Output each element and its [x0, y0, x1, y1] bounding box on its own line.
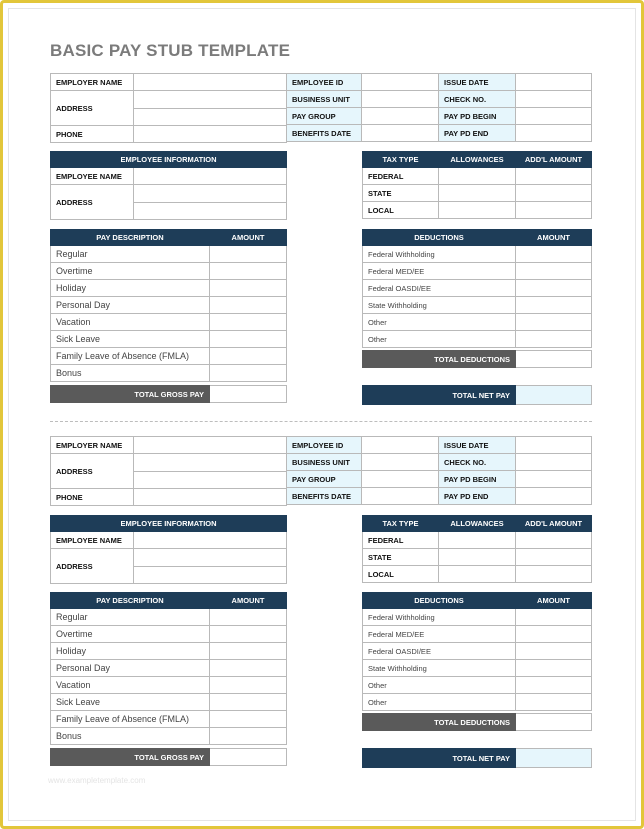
total-deductions-field[interactable]: [516, 351, 592, 368]
pay-description-header: PAY DESCRIPTION: [51, 230, 210, 246]
employer-name-label: EMPLOYER NAME: [51, 74, 134, 91]
check-no-label: CHECK NO.: [439, 91, 516, 108]
addl-amount-header: ADD'L AMOUNT: [516, 152, 592, 168]
employee-name-field[interactable]: [134, 168, 287, 185]
employee-id-label: EMPLOYEE ID: [287, 74, 362, 91]
tax-type-header: TAX TYPE: [363, 152, 439, 168]
deduction-row-label: Federal Withholding: [363, 246, 516, 263]
state-addl-field[interactable]: [516, 185, 592, 202]
pay-row-label: Family Leave of Absence (FMLA): [51, 348, 210, 365]
pay-pd-begin-field[interactable]: [516, 108, 592, 125]
benefits-date-field[interactable]: [362, 125, 439, 142]
employer-table: [50, 436, 287, 506]
pay-row-label: Overtime: [51, 626, 210, 643]
employee-address-field-1[interactable]: [134, 549, 287, 567]
tax-table: [362, 151, 592, 219]
deduction-amount-field[interactable]: [516, 314, 592, 331]
local-addl-field[interactable]: [516, 202, 592, 219]
total-deductions-field[interactable]: [516, 714, 592, 731]
pay-row-label: Holiday: [51, 280, 210, 297]
total-deductions-table: [362, 713, 592, 731]
deduction-amount-field[interactable]: [516, 643, 592, 660]
employer-address-label: ADDRESS: [51, 454, 134, 489]
tax-row-local: LOCAL: [363, 202, 439, 219]
benefits-date-label: BENEFITS DATE: [287, 488, 362, 505]
benefits-date-field[interactable]: [362, 488, 439, 505]
issue-date-field[interactable]: [516, 74, 592, 91]
pay-pd-end-label: PAY PD END: [439, 488, 516, 505]
pay-amount-header: AMOUNT: [210, 230, 287, 246]
deduction-amount-field[interactable]: [516, 246, 592, 263]
total-gross-pay-label: TOTAL GROSS PAY: [51, 749, 210, 766]
employee-name-field[interactable]: [134, 532, 287, 549]
pay-amount-field[interactable]: [210, 643, 287, 660]
tax-row-state: STATE: [363, 185, 439, 202]
issue-date-field[interactable]: [516, 437, 592, 454]
pay-amount-field[interactable]: [210, 677, 287, 694]
pay-amount-field[interactable]: [210, 711, 287, 728]
gross-pay-table: [50, 748, 287, 766]
deductions-header: DEDUCTIONS: [363, 593, 516, 609]
pay-pd-end-field[interactable]: [516, 488, 592, 505]
employee-name-label: EMPLOYEE NAME: [51, 532, 134, 549]
pay-amount-field[interactable]: [210, 297, 287, 314]
check-no-field[interactable]: [516, 91, 592, 108]
pay-amount-field[interactable]: [210, 280, 287, 297]
pay-row-label: Vacation: [51, 314, 210, 331]
employee-information-header: EMPLOYEE INFORMATION: [51, 516, 287, 532]
federal-allowances-field[interactable]: [439, 532, 516, 549]
deductions-header: DEDUCTIONS: [363, 230, 516, 246]
total-net-pay-field[interactable]: [516, 386, 592, 405]
pay-row-label: Personal Day: [51, 297, 210, 314]
deduction-row-label: State Withholding: [363, 660, 516, 677]
deductions-amount-header: AMOUNT: [516, 230, 592, 246]
pay-row-label: Overtime: [51, 263, 210, 280]
pay-pd-end-field[interactable]: [516, 125, 592, 142]
issue-date-label: ISSUE DATE: [439, 74, 516, 91]
employee-name-label: EMPLOYEE NAME: [51, 168, 134, 185]
tax-row-state: STATE: [363, 549, 439, 566]
pay-amount-field[interactable]: [210, 246, 287, 263]
pay-description-table: [50, 592, 287, 745]
deduction-row-label: Federal MED/EE: [363, 263, 516, 280]
deduction-amount-field[interactable]: [516, 677, 592, 694]
pay-amount-field[interactable]: [210, 331, 287, 348]
deduction-row-label: Other: [363, 677, 516, 694]
employee-id-table: [286, 436, 439, 505]
total-gross-pay-field[interactable]: [210, 386, 287, 403]
employee-id-field[interactable]: [362, 74, 439, 91]
employee-id-field[interactable]: [362, 437, 439, 454]
page-title: BASIC PAY STUB TEMPLATE: [50, 41, 291, 60]
state-allowances-field[interactable]: [439, 549, 516, 566]
pay-group-field[interactable]: [362, 108, 439, 125]
employee-id-label: EMPLOYEE ID: [287, 437, 362, 454]
deduction-amount-field[interactable]: [516, 263, 592, 280]
employer-name-label: EMPLOYER NAME: [51, 437, 134, 454]
business-unit-field[interactable]: [362, 454, 439, 471]
pay-amount-field[interactable]: [210, 626, 287, 643]
state-addl-field[interactable]: [516, 549, 592, 566]
total-deductions-label: TOTAL DEDUCTIONS: [363, 714, 516, 731]
allowances-header: ALLOWANCES: [439, 152, 516, 168]
employer-phone-field[interactable]: [134, 489, 287, 506]
pay-amount-field[interactable]: [210, 609, 287, 626]
watermark-text: www.exampletemplate.com: [48, 776, 146, 785]
employer-name-field[interactable]: [134, 437, 287, 454]
pay-pd-begin-label: PAY PD BEGIN: [439, 471, 516, 488]
deduction-row-label: Other: [363, 694, 516, 711]
pay-group-label: PAY GROUP: [287, 471, 362, 488]
employee-address-label: ADDRESS: [51, 549, 134, 584]
pay-row-label: Regular: [51, 609, 210, 626]
addl-amount-header: ADD'L AMOUNT: [516, 516, 592, 532]
deduction-row-label: Federal MED/EE: [363, 626, 516, 643]
deduction-row-label: Other: [363, 314, 516, 331]
deduction-row-label: Federal Withholding: [363, 609, 516, 626]
employer-address-field-2[interactable]: [134, 471, 287, 489]
pay-amount-field[interactable]: [210, 694, 287, 711]
benefits-date-label: BENEFITS DATE: [287, 125, 362, 142]
tax-row-federal: FEDERAL: [363, 532, 439, 549]
deduction-amount-field[interactable]: [516, 694, 592, 711]
tax-row-federal: FEDERAL: [363, 168, 439, 185]
total-gross-pay-field[interactable]: [210, 749, 287, 766]
net-pay-table: [362, 385, 592, 405]
federal-addl-field[interactable]: [516, 532, 592, 549]
employee-information-header: EMPLOYEE INFORMATION: [51, 152, 287, 168]
local-addl-field[interactable]: [516, 566, 592, 583]
deduction-row-label: Federal OASDI/EE: [363, 280, 516, 297]
check-no-label: CHECK NO.: [439, 454, 516, 471]
deductions-amount-header: AMOUNT: [516, 593, 592, 609]
state-allowances-field[interactable]: [439, 185, 516, 202]
federal-addl-field[interactable]: [516, 168, 592, 185]
employer-phone-field[interactable]: [134, 126, 287, 143]
allowances-header: ALLOWANCES: [439, 516, 516, 532]
employer-address-field-1[interactable]: [134, 454, 287, 472]
pay-row-label: Holiday: [51, 643, 210, 660]
cut-line-divider: [50, 421, 592, 422]
gross-pay-table: [50, 385, 287, 403]
employee-address-field-2[interactable]: [134, 202, 287, 220]
net-pay-table: [362, 748, 592, 768]
employer-name-field[interactable]: [134, 74, 287, 91]
pay-description-table: [50, 229, 287, 382]
total-net-pay-label: TOTAL NET PAY: [363, 749, 516, 768]
pay-group-field[interactable]: [362, 471, 439, 488]
pay-amount-field[interactable]: [210, 314, 287, 331]
local-allowances-field[interactable]: [439, 566, 516, 583]
deduction-amount-field[interactable]: [516, 626, 592, 643]
pay-row-label: Sick Leave: [51, 331, 210, 348]
issue-date-label: ISSUE DATE: [439, 437, 516, 454]
pay-row-label: Personal Day: [51, 660, 210, 677]
employee-address-label: ADDRESS: [51, 185, 134, 220]
pay-pd-end-label: PAY PD END: [439, 125, 516, 142]
pay-row-label: Vacation: [51, 677, 210, 694]
employer-address-field-1[interactable]: [134, 91, 287, 109]
total-net-pay-field[interactable]: [516, 749, 592, 768]
pay-amount-field[interactable]: [210, 348, 287, 365]
pay-description-header: PAY DESCRIPTION: [51, 593, 210, 609]
deduction-row-label: State Withholding: [363, 297, 516, 314]
pay-amount-header: AMOUNT: [210, 593, 287, 609]
pay-amount-field[interactable]: [210, 660, 287, 677]
pay-group-label: PAY GROUP: [287, 108, 362, 125]
business-unit-label: BUSINESS UNIT: [287, 91, 362, 108]
pay-row-label: Bonus: [51, 365, 210, 382]
employer-phone-label: PHONE: [51, 126, 134, 143]
pay-row-label: Bonus: [51, 728, 210, 745]
pay-pd-begin-label: PAY PD BEGIN: [439, 108, 516, 125]
issue-table: [438, 436, 592, 505]
deductions-table: [362, 592, 592, 711]
tax-type-header: TAX TYPE: [363, 516, 439, 532]
employee-address-field-2[interactable]: [134, 566, 287, 584]
local-allowances-field[interactable]: [439, 202, 516, 219]
employer-address-label: ADDRESS: [51, 91, 134, 126]
pay-row-label: Family Leave of Absence (FMLA): [51, 711, 210, 728]
business-unit-label: BUSINESS UNIT: [287, 454, 362, 471]
total-deductions-label: TOTAL DEDUCTIONS: [363, 351, 516, 368]
total-gross-pay-label: TOTAL GROSS PAY: [51, 386, 210, 403]
pay-pd-begin-field[interactable]: [516, 471, 592, 488]
deduction-amount-field[interactable]: [516, 280, 592, 297]
total-deductions-table: [362, 350, 592, 368]
check-no-field[interactable]: [516, 454, 592, 471]
pay-amount-field[interactable]: [210, 263, 287, 280]
deduction-amount-field[interactable]: [516, 609, 592, 626]
pay-row-label: Regular: [51, 246, 210, 263]
deductions-table: [362, 229, 592, 348]
employee-id-table: [286, 73, 439, 142]
business-unit-field[interactable]: [362, 91, 439, 108]
federal-allowances-field[interactable]: [439, 168, 516, 185]
pay-amount-field[interactable]: [210, 728, 287, 745]
issue-table: [438, 73, 592, 142]
pay-row-label: Sick Leave: [51, 694, 210, 711]
employer-phone-label: PHONE: [51, 489, 134, 506]
tax-row-local: LOCAL: [363, 566, 439, 583]
deduction-row-label: Federal OASDI/EE: [363, 643, 516, 660]
deduction-amount-field[interactable]: [516, 297, 592, 314]
tax-table: [362, 515, 592, 583]
pay-amount-field[interactable]: [210, 365, 287, 382]
deduction-amount-field[interactable]: [516, 331, 592, 348]
deduction-row-label: Other: [363, 331, 516, 348]
employee-address-field-1[interactable]: [134, 185, 287, 203]
employee-information-table: [50, 151, 287, 220]
total-net-pay-label: TOTAL NET PAY: [363, 386, 516, 405]
employee-information-table: [50, 515, 287, 584]
employer-address-field-2[interactable]: [134, 108, 287, 126]
employer-table: [50, 73, 287, 143]
deduction-amount-field[interactable]: [516, 660, 592, 677]
